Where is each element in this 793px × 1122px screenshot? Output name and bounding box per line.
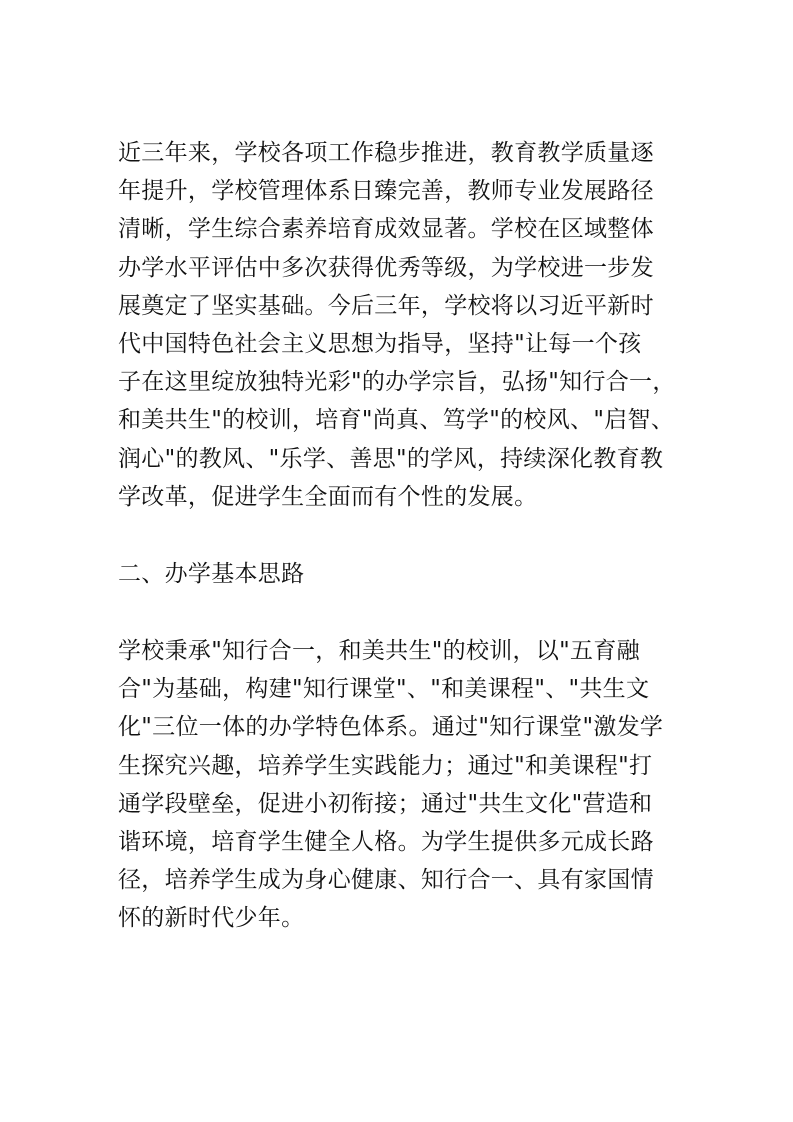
paragraph-spacer	[118, 593, 684, 632]
paragraph-line: 学改革，促进学生全面而有个性的发展。	[118, 483, 538, 510]
paragraph-line: 合"为基础，构建"知行课堂"、"和美课程"、"共生文	[118, 676, 650, 703]
paragraph-line: 代中国特色社会主义思想为指导，坚持"让每一个孩	[118, 330, 642, 357]
paragraph-line: 近三年来，学校各项工作稳步推进，教育教学质量逐	[118, 140, 654, 166]
paragraph-line: 谐环境，培育学生健全人格。为学生提供多元成长路	[118, 829, 654, 855]
paragraph-line: 展奠定了坚实基础。今后三年，学校将以习近平新时	[118, 292, 654, 319]
paragraph-line: 怀的新时代少年。	[118, 905, 305, 932]
paragraph-line: 和美共生"的校训，培育"尚真、笃学"的校风、"启智、	[118, 407, 675, 434]
intro-paragraph	[118, 134, 684, 516]
section-paragraph	[118, 632, 684, 938]
section-heading: 二、办学基本思路	[118, 560, 305, 587]
section-heading-block	[118, 555, 684, 593]
paragraph-spacer	[118, 516, 684, 555]
paragraph-line: 润心"的教风、"乐学、善思"的学风，持续深化教育教	[118, 445, 664, 472]
paragraph-line: 年提升，学校管理体系日臻完善，教师专业发展路径	[118, 178, 654, 205]
paragraph-line: 办学水平评估中多次获得优秀等级，为学校进一步发	[118, 254, 654, 281]
paragraph-line: 化"三位一体的办学特色体系。通过"知行课堂"激发学	[118, 714, 664, 741]
paragraph-line: 清晰，学生综合素养培育成效显著。学校在区域整体	[118, 216, 654, 243]
paragraph-line: 学校秉承"知行合一，和美共生"的校训，以"五育融	[118, 638, 640, 665]
paragraph-line: 生探究兴趣，培养学生实践能力；通过"和美课程"打	[118, 752, 653, 779]
paragraph-line: 子在这里绽放独特光彩"的办学宗旨，弘扬"知行合一，	[118, 369, 676, 396]
paragraph-line: 通学段壁垒，促进小初衔接；通过"共生文化"营造和	[118, 790, 653, 817]
paragraph-line: 径，培养学生成为身心健康、知行合一、具有家国情	[118, 867, 654, 894]
document-body	[118, 134, 684, 938]
